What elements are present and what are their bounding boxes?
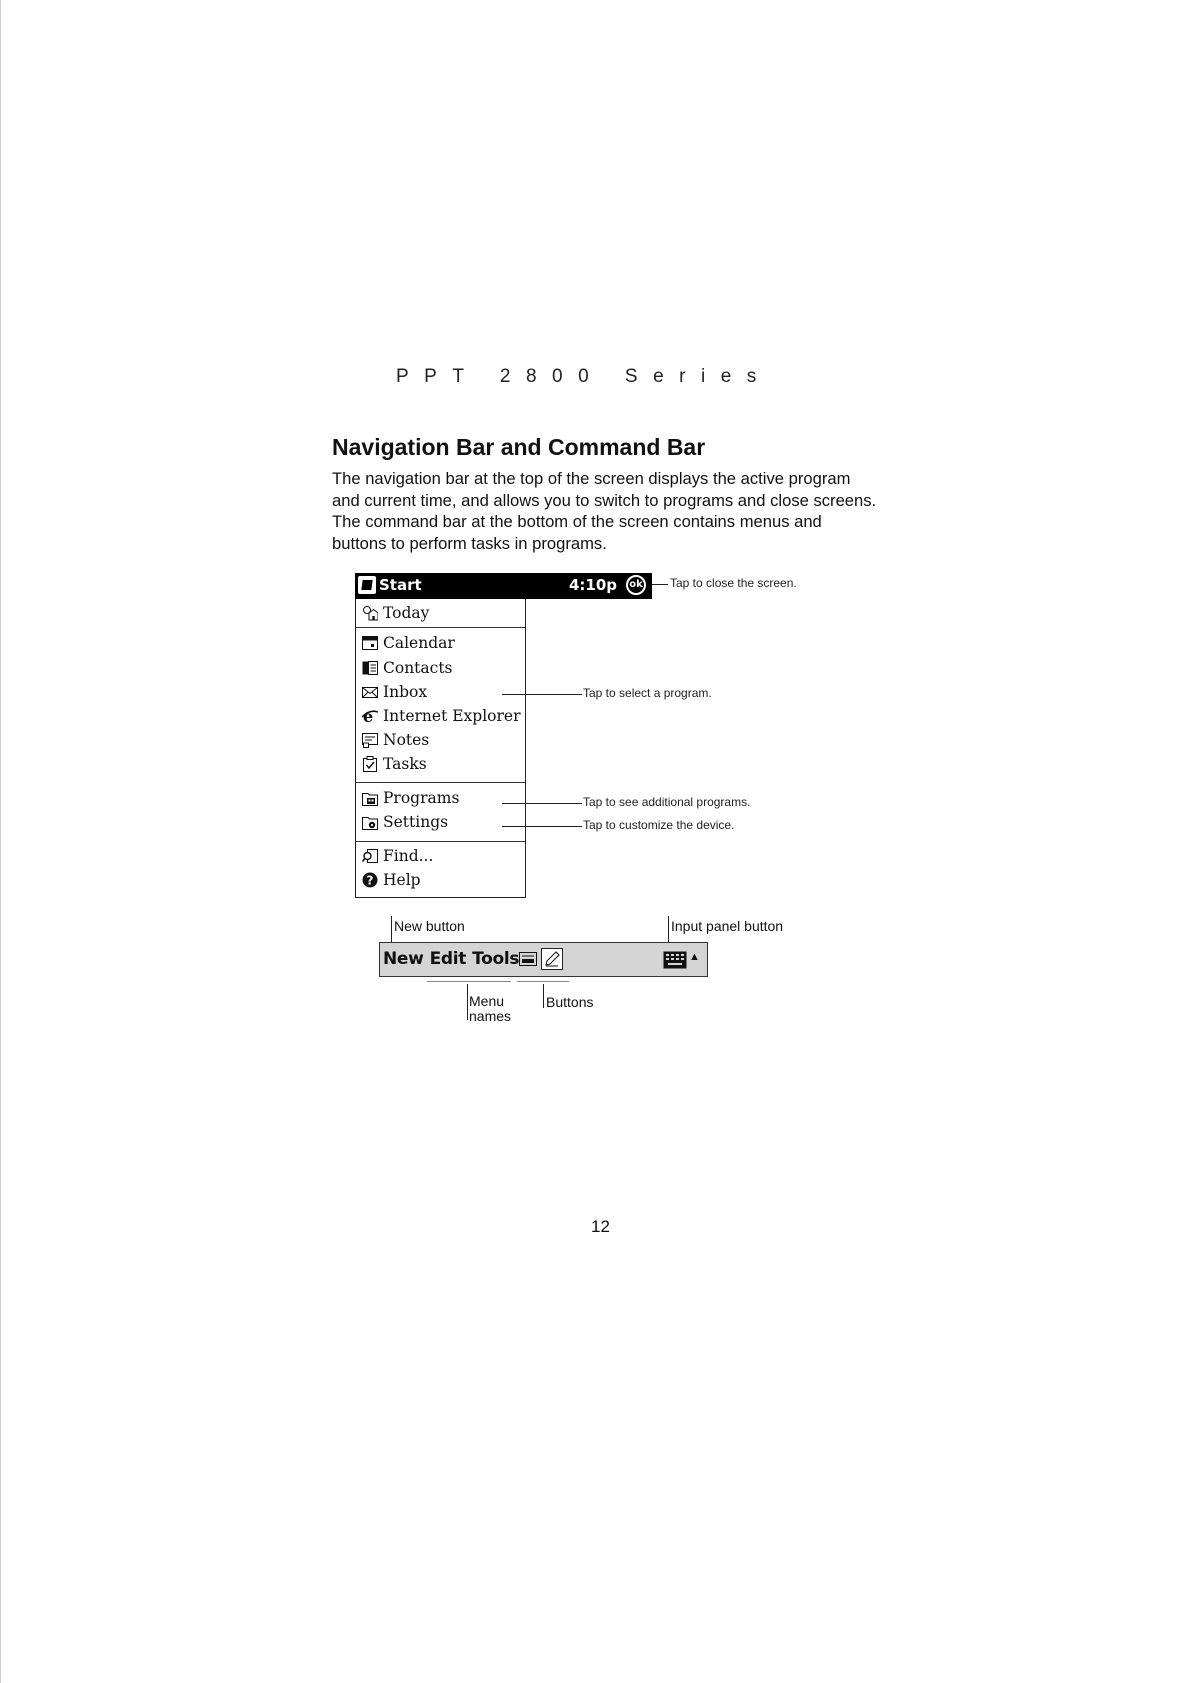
callout-line — [502, 803, 582, 804]
menu-item-label: Today — [383, 604, 430, 622]
start-menu — [355, 599, 526, 898]
menu-item-notes[interactable] — [362, 729, 429, 751]
callout-line — [652, 584, 668, 585]
command-bar — [379, 942, 708, 977]
help-icon — [362, 872, 378, 888]
input-panel-label: Input panel button — [671, 918, 784, 934]
clock: 4:10p — [569, 576, 618, 594]
menu-item-label: Internet Explorer — [383, 707, 521, 725]
menu-separator — [356, 841, 525, 842]
menu-item-settings[interactable] — [362, 811, 448, 833]
menu-item-label: Settings — [383, 813, 449, 831]
callout-programs: Tap to see additional programs. — [583, 795, 751, 809]
menu-item-tasks[interactable] — [362, 753, 427, 775]
menu-item-label: Inbox — [383, 683, 428, 701]
menu-new[interactable]: New — [383, 949, 424, 969]
menu-item-label: Notes — [383, 731, 430, 749]
page-number: 12 — [591, 1217, 610, 1236]
recorder-button[interactable] — [517, 948, 539, 970]
tasks-icon — [362, 756, 378, 772]
recorder-icon — [519, 951, 537, 967]
buttons-label: Buttons — [546, 994, 594, 1010]
menu-names-bracket — [427, 981, 511, 982]
navigation-bar[interactable] — [355, 573, 652, 599]
menu-item-label: Find... — [383, 847, 434, 865]
callout-close: Tap to close the screen. — [670, 576, 797, 590]
up-arrow-icon[interactable]: ▲ — [689, 951, 700, 963]
menu-item-find[interactable] — [362, 845, 433, 867]
pointer-line — [543, 984, 544, 1008]
new-button-label: New button — [394, 918, 465, 934]
input-panel-button[interactable] — [663, 951, 687, 969]
menu-item-contacts[interactable] — [362, 657, 453, 679]
menu-item-programs[interactable] — [362, 787, 459, 809]
menu-item-label: Contacts — [383, 659, 453, 677]
menu-item-label: Calendar — [383, 634, 455, 652]
menu-item-help[interactable] — [362, 869, 421, 891]
menu-item-calendar[interactable] — [362, 632, 455, 654]
start-label[interactable]: Start — [379, 576, 422, 594]
ok-button[interactable]: ok — [626, 575, 646, 595]
menu-separator — [356, 782, 525, 783]
menu-names — [383, 949, 525, 969]
menu-item-label: Programs — [383, 789, 460, 807]
menu-tools[interactable]: Tools — [472, 949, 520, 969]
menu-item-label: Tasks — [383, 755, 427, 773]
callout-customize: Tap to customize the device. — [583, 818, 735, 832]
settings-icon — [362, 814, 378, 830]
section-title: Navigation Bar and Command Bar — [332, 434, 706, 460]
menu-edit[interactable]: Edit — [429, 949, 467, 969]
menu-item-internet-explorer[interactable] — [362, 705, 521, 727]
menu-item-label: Help — [383, 871, 421, 889]
callout-line — [502, 694, 582, 695]
calendar-icon — [362, 635, 378, 651]
pen-icon — [544, 951, 560, 967]
today-icon — [362, 605, 378, 621]
menu-item-today[interactable] — [362, 602, 429, 624]
programs-folder-icon — [362, 790, 378, 806]
page-edge — [0, 0, 1, 1683]
internet-explorer-icon — [362, 708, 378, 724]
notes-icon — [362, 732, 378, 748]
svg-text:e: e — [363, 708, 374, 724]
find-icon — [362, 848, 378, 864]
menu-separator — [356, 627, 525, 628]
callout-select: Tap to select a program. — [583, 686, 712, 700]
pointer-line — [467, 984, 468, 1020]
callout-line — [502, 826, 582, 827]
running-header: PPT 2800 Series — [396, 366, 772, 387]
keyboard-icon — [663, 951, 687, 969]
contacts-icon — [362, 660, 378, 676]
section-body: The navigation bar at the top of the screen displays the active program and current time, and allows you to switch to programs and close screens. The command bar at the bottom of the screen contains menus and buttons to perform tasks in programs. — [332, 469, 877, 553]
pen-button[interactable] — [541, 948, 563, 970]
envelope-icon — [362, 684, 378, 700]
windows-flag-icon — [358, 576, 376, 594]
buttons-bracket — [517, 981, 569, 982]
menu-item-inbox[interactable] — [362, 681, 427, 703]
svg-text:?: ? — [366, 873, 374, 888]
menu-names-label: Menu names — [469, 993, 512, 1024]
